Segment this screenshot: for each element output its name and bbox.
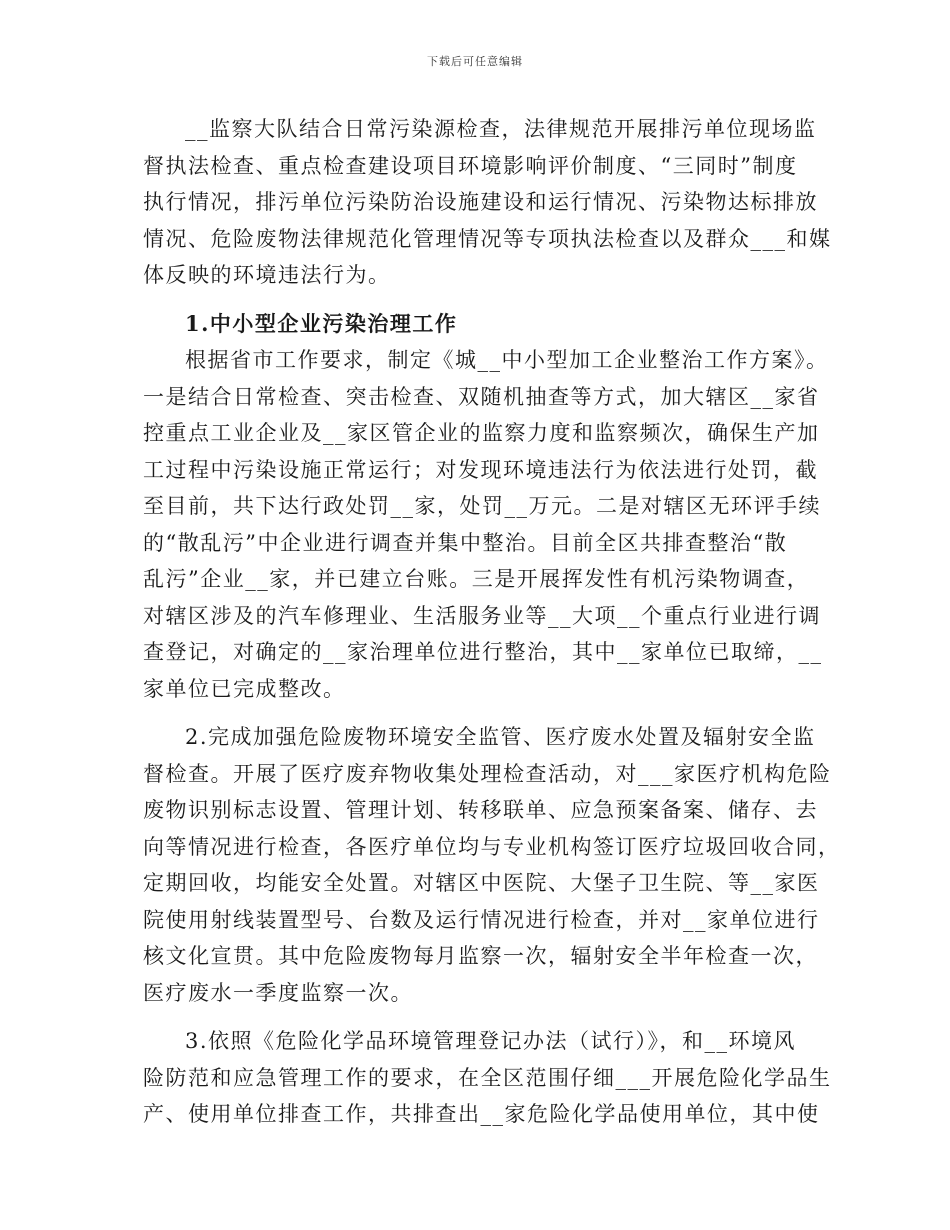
paragraph-line: 体反映的环境违法行为。 xyxy=(143,263,391,287)
paragraph-line: 3.依照《危险化学品环境管理登记办法（试行）》，和__环境风 xyxy=(185,1029,797,1053)
paragraph-line: 一是结合日常检查、突击检查、双随机抽查等方式，加大辖区__家省 xyxy=(143,384,820,409)
paragraph-line: 2.完成加强危险废物环境安全监管、医疗废水处置及辐射安全监 xyxy=(185,725,816,749)
paragraph-line: 情况、危险废物法律规范化管理情况等专项执法检查以及群众___和媒 xyxy=(143,226,832,251)
paragraph-line: 乱污”企业__家，并已建立台账。三是开展挥发性有机污染物调查， xyxy=(143,567,810,591)
paragraph-line: 控重点工业企业及__家区管企业的监察力度和监察频次，确保生产加 xyxy=(143,421,820,445)
paragraph-line: 执行情况，排污单位污染防治设施建设和运行情况、污染物达标排放 xyxy=(143,190,818,214)
paragraph-line: 工过程中污染设施正常运行；对发现环境违法行为依法进行处罚，截 xyxy=(143,457,818,482)
paragraph-line: 查登记，对确定的__家治理单位进行整治，其中__家单位已取缔，__ xyxy=(143,640,823,664)
paragraph-4 xyxy=(143,1023,832,1133)
section-heading: 1.中小型企业污染治理工作 xyxy=(185,310,458,336)
paragraph-3 xyxy=(143,719,841,1011)
paragraph-1 xyxy=(143,111,832,294)
paragraph-line: 根据省市工作要求，制定《城__中小型加工企业整治工作方案》。 xyxy=(185,348,829,372)
paragraph-line: 险防范和应急管理工作的要求，在全区范围仔细___开展危险化学品生 xyxy=(143,1065,832,1090)
paragraph-line: 向等情况进行检查，各医疗单位均与专业机构签订医疗垃圾回收合同， xyxy=(143,834,841,859)
paragraph-line: __监察大队结合日常污染源检查，法律规范开展排污单位现场监 xyxy=(185,117,817,141)
paragraph-line: 对辖区涉及的汽车修理业、生活服务业等__大项__个重点行业进行调 xyxy=(143,603,821,628)
paragraph-line: 至目前，共下达行政处罚__家，处罚__万元。二是对辖区无环评手续 xyxy=(143,494,821,518)
paragraph-line: 废物识别标志设置、管理计划、转移联单、应急预案备案、储存、去 xyxy=(143,798,818,822)
document-body xyxy=(143,111,841,1133)
paragraph-line: 督检查。开展了医疗废弃物收集处理检查活动，对___家医疗机构危险 xyxy=(143,761,832,786)
page-header: 下载后可任意编辑 xyxy=(427,55,523,68)
paragraph-line: 家单位已完成整改。 xyxy=(143,676,346,701)
paragraph-line: 产、使用单位排查工作，共排查出__家危险化学品使用单位，其中使 xyxy=(143,1102,820,1126)
paragraph-line: 的“散乱污”中企业进行调查并集中整治。目前全区共排查整治“散 xyxy=(143,530,788,555)
paragraph-line: 院使用射线装置型号、台数及运行情况进行检查，并对__家单位进行 xyxy=(143,907,820,932)
paragraph-line: 核文化宣贯。其中危险废物每月监察一次，辐射安全半年检查一次， xyxy=(143,944,818,968)
paragraph-line: 督执法检查、重点检查建设项目环境影响评价制度、“三同时”制度 xyxy=(143,153,798,178)
paragraph-2 xyxy=(143,342,829,707)
paragraph-line: 定期回收，均能安全处置。对辖区中医院、大堡子卫生院、等__家医 xyxy=(143,871,820,895)
paragraph-line: 医疗废水一季度监察一次。 xyxy=(143,980,413,1005)
